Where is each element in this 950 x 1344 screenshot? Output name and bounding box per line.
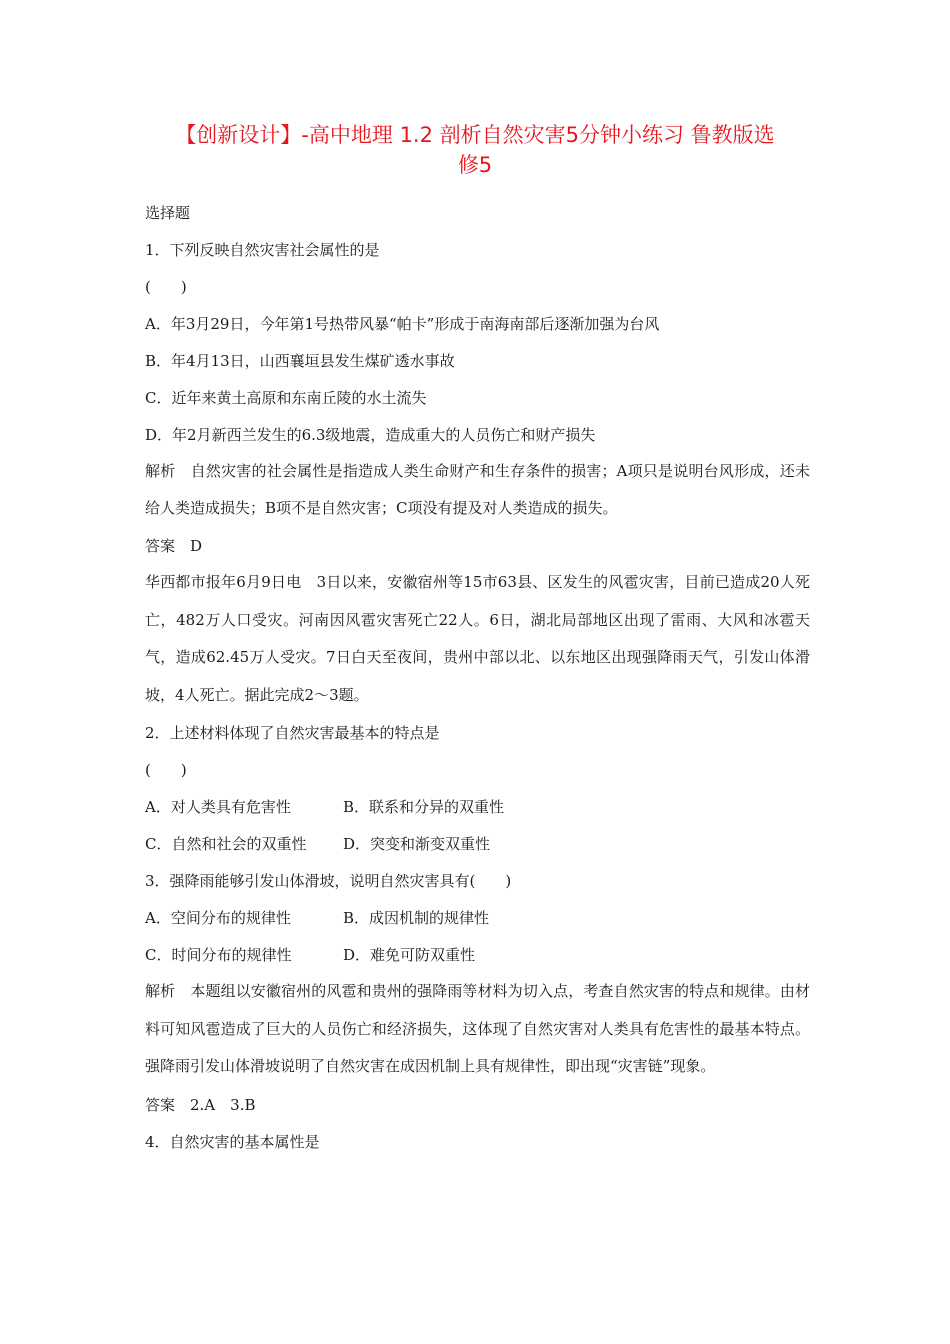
question-1-analysis: 解析 自然灾害的社会属性是指造成人类生命财产和生存条件的损害；A项只是说明台风形成，还未给人类造成损失；B项不是自然灾害；C项没有提及对人类造成的损失。 bbox=[145, 462, 810, 517]
title-line-2: 修5 bbox=[457, 153, 493, 177]
title-line-1: 【创新设计】-高中地理 1.2 剖析自然灾害5分钟小练习 鲁教版选 bbox=[175, 123, 775, 147]
question-3-option-a: A．空间分布的规律性 bbox=[145, 909, 291, 927]
material-passage: 华西都市报年6月9日电 3日以来，安徽宿州等15市63县、区发生的风雹灾害，目前已造成20人死亡，482万人口受灾。河南因风雹灾害死亡22人。6日，湖北局部地区出现了雷雨、大风和冰雹天气，造成62.45万人受灾。7日白天至夜间，贵州中部以北、以东地区出现强降雨天气，引发山体滑坡，4人死亡。据此完成2～3题。 bbox=[145, 573, 810, 704]
question-2-option-b: B．联系和分异的双重性 bbox=[343, 798, 505, 816]
question-3-stem: 3．强降雨能够引发山体滑坡，说明自然灾害具有( ) bbox=[145, 872, 512, 890]
question-2-option-d: D．突变和渐变双重性 bbox=[343, 835, 491, 853]
question-1-option-a: A．年3月29日，今年第1号热带风暴“帕卡”形成于南海南部后逐渐加强为台风 bbox=[145, 315, 660, 333]
question-2-stem: 2．上述材料体现了自然灾害最基本的特点是 bbox=[145, 724, 440, 742]
questions-2-3-answer: 答案 2.A 3.B bbox=[145, 1095, 256, 1114]
document-title bbox=[120, 120, 830, 180]
question-1-option-d: D．年2月新西兰发生的6.3级地震，造成重大的人员伤亡和财产损失 bbox=[145, 426, 596, 444]
question-1-stem: 1．下列反映自然灾害社会属性的是 bbox=[145, 241, 380, 259]
question-1-answer: 答案 D bbox=[145, 537, 203, 555]
question-2-option-c: C．自然和社会的双重性 bbox=[145, 835, 307, 853]
question-1-option-c: C．近年来黄土高原和东南丘陵的水土流失 bbox=[145, 389, 427, 407]
question-2-option-a: A．对人类具有危害性 bbox=[145, 798, 291, 816]
question-3-option-c: C．时间分布的规律性 bbox=[145, 946, 292, 964]
question-2-paren: ( ) bbox=[145, 761, 187, 779]
document-body bbox=[145, 200, 810, 1166]
question-1-paren: ( ) bbox=[145, 278, 187, 296]
question-2-options-ab bbox=[145, 794, 810, 831]
question-1-option-b: B．年4月13日，山西襄垣县发生煤矿透水事故 bbox=[145, 352, 455, 370]
questions-2-3-analysis: 解析 本题组以安徽宿州的风雹和贵州的强降雨等材料为切入点，考查自然灾害的特点和规律。由材料可知风雹造成了巨大的人员伤亡和经济损失，这体现了自然灾害对人类具有危害性的最基本特点。强降雨引发山体滑坡说明了自然灾害在成因机制上具有规律性，即出现“灾害链”现象。 bbox=[145, 982, 810, 1075]
question-2-options-cd bbox=[145, 831, 810, 868]
question-3-options-ab bbox=[145, 905, 810, 942]
question-3-option-d: D．难免可防双重性 bbox=[343, 946, 476, 964]
question-4-stem: 4．自然灾害的基本属性是 bbox=[145, 1132, 320, 1151]
question-3-option-b: B．成因机制的规律性 bbox=[343, 909, 490, 927]
section-heading: 选择题 bbox=[145, 204, 191, 222]
